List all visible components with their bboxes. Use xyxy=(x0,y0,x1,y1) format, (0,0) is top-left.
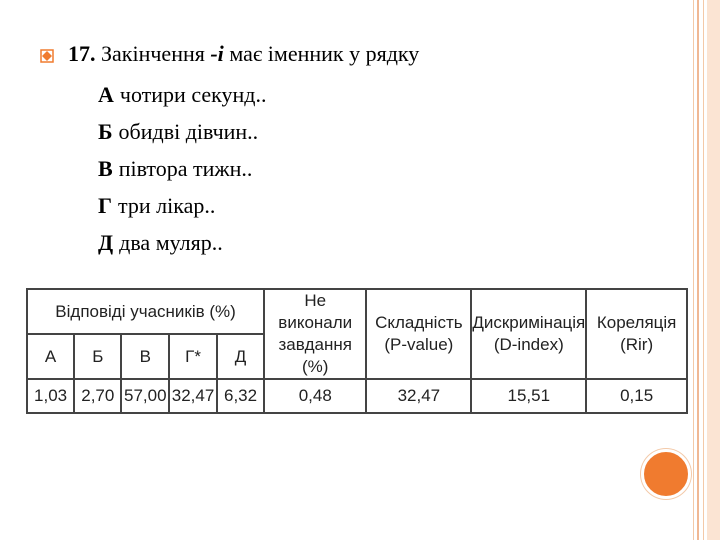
decor-circle xyxy=(641,449,691,499)
answer-letter: В xyxy=(121,334,169,379)
decor-stripe-3 xyxy=(703,0,704,540)
answer-options xyxy=(98,80,266,265)
option-b: Б обидві дівчин.. xyxy=(98,119,259,144)
metric-value: 15,51 xyxy=(471,379,586,413)
answer-value: 1,03 xyxy=(27,379,74,413)
metric-value: 32,47 xyxy=(366,379,471,413)
metric-header: Кореляція (Rir) xyxy=(586,289,687,379)
option-h: Г три лікар.. xyxy=(98,193,216,218)
question-text-before: Закінчення xyxy=(101,41,205,66)
question-number: 17. xyxy=(68,41,96,66)
metric-value: 0,48 xyxy=(264,379,366,413)
answer-value: 6,32 xyxy=(217,379,264,413)
answer-letter: Г* xyxy=(169,334,217,379)
option-a: А чотири секунд.. xyxy=(98,82,267,107)
answer-letter: Б xyxy=(74,334,121,379)
metric-header: Не виконали завдання (%) xyxy=(264,289,366,379)
table-row xyxy=(27,379,687,413)
statistics-table xyxy=(26,288,688,414)
option-v: В півтора тижн.. xyxy=(98,156,253,181)
metric-value: 0,15 xyxy=(586,379,687,413)
metric-header: Дискримінація (D-index) xyxy=(471,289,586,379)
question-suffix: -і xyxy=(210,41,224,66)
answer-letter: А xyxy=(27,334,74,379)
answer-value: 32,47 xyxy=(169,379,217,413)
answers-header: Відповіді учасників (%) xyxy=(27,289,264,334)
decor-stripe-4 xyxy=(707,0,720,540)
diamond-bullet-icon xyxy=(40,49,54,63)
decor-stripe-1 xyxy=(693,0,694,540)
answer-value: 57,00 xyxy=(121,379,169,413)
metric-header: Складність (P-value) xyxy=(366,289,471,379)
table-row xyxy=(27,289,687,334)
question-text-after: має іменник у рядку xyxy=(229,41,420,66)
option-d: Д два муляр.. xyxy=(98,230,223,255)
answer-value: 2,70 xyxy=(74,379,121,413)
answer-letter: Д xyxy=(217,334,264,379)
question-text xyxy=(68,40,419,68)
decor-stripe-2 xyxy=(697,0,699,540)
